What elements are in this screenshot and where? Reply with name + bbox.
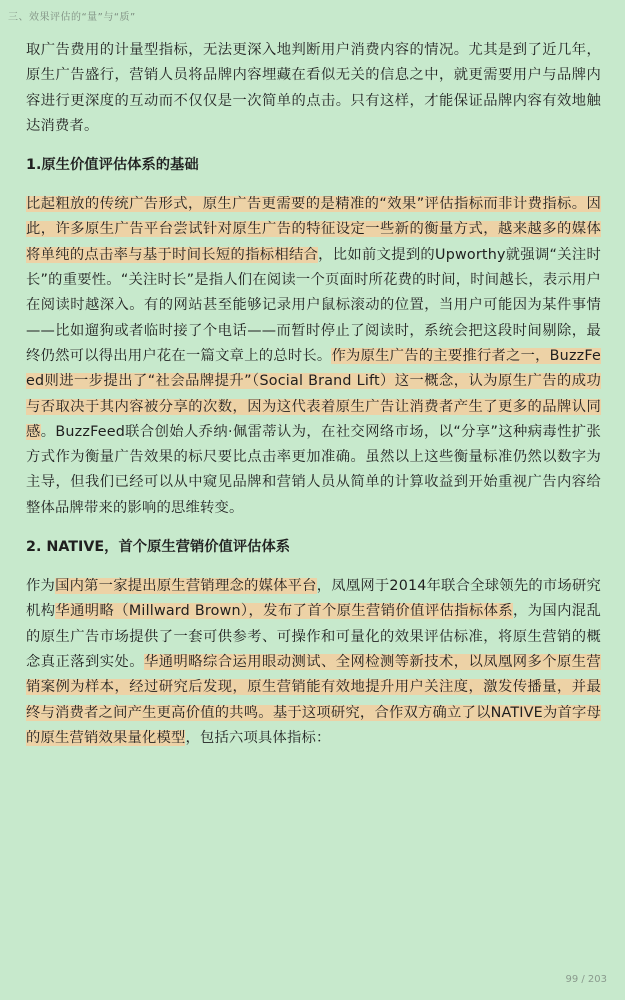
intro-paragraph: 取广告费用的计量型指标，无法更深入地判断用户消费内容的情况。尤其是到了近几年，原生广告盛行，营销人员将品牌内容埋藏在看似无关的信息之中，就更需要用户与品牌内容进行更深度的互动而不仅仅是一次简单的点击。只有这样，才能保证品牌内容有效地触达消费者。 bbox=[26, 42, 601, 134]
section-heading-1: 1.原生价值评估体系的基础 bbox=[26, 157, 199, 174]
body-text-span: 作为 bbox=[26, 578, 56, 595]
highlight-span: 国内第一家提出原生营销理念的媒体平台 bbox=[55, 578, 317, 595]
page-number: 99 / 203 bbox=[565, 974, 607, 985]
highlight-span: 作为原生广告的主要推行者之一，BuzzFeed则进一步提出了“社会品牌提升”（Social Brand Lift）这一概念，认为原生广告的成功与否取决于其内容被分享的次数，因为这代表着原生广告让消费者产生了更多的品牌认同感 bbox=[26, 347, 601, 440]
section2-paragraph bbox=[26, 574, 601, 751]
highlight-span: 华通明略（Millward Brown），发布了首个原生营销价值评估指标体系 bbox=[55, 603, 514, 620]
highlight-span: 比起粗放的传统广告形式，原生广告更需要的是精准的“效果”评估指标而非计费指标。因此，许多原生广告平台尝试针对原生广告的特征设定一些新的衡量方式，越来越多的媒体将单纯的点击率与基于时间长短的指标相结合 bbox=[26, 196, 601, 263]
body-text-span: ，为国内混乱的原生广告市场提供了一套可供参考、可操作和可量化的效果评估标准，将原生营销的概念真正落到实处。 bbox=[26, 603, 601, 670]
body-text-span: 。BuzzFeed联合创始人乔纳·佩雷蒂认为，在社交网络市场，以“分享”这种病毒性扩张方式作为衡量广告效果的标尺要比点击率更加准确。虽然以上这些衡量标准仍然以数字为主导，但我们已经可以从中窥见品牌和营销人员从简单的计算收益到开始重视广告内容给整体品牌带来的影响的思维转变。 bbox=[26, 423, 601, 516]
body-text-span: ，包括六项具体指标： bbox=[185, 729, 331, 746]
body-text-span: ，比如前文提到的Upworthy就强调“关注时长”的重要性。“关注时长”是指人们在阅读一个页面时所花费的时间，时间越长，表示用户在阅读时越深入。有的网站甚至能够记录用户鼠标滚动的位置，当用户可能因为某件事情——比如遛狗或者临时接了个电话——而暂时停止了阅读时，系统会把这段时间剔除，最终仍然可以得出用户花在一篇文章上的总时长。 bbox=[26, 246, 601, 364]
highlight-span: 华通明略综合运用眼动测试、全网检测等新技术，以凤凰网多个原生营销案例为样本，经过研究后发现，原生营销能有效地提升用户关注度，激发传播量，并最终与消费者之间产生更高价值的共鸣。基于这项研究，合作双方确立了以NATIVE为首字母的原生营销效果量化模型 bbox=[26, 653, 601, 746]
section1-paragraph bbox=[26, 192, 601, 521]
page-content bbox=[26, 38, 601, 751]
body-text-span: ，凤凰网于2014年联合全球领先的市场研究机构 bbox=[26, 578, 601, 620]
section-heading-2: 2. NATIVE，首个原生营销价值评估体系 bbox=[26, 539, 291, 556]
running-header: 三、效果评估的“量”与“质” bbox=[8, 12, 136, 23]
